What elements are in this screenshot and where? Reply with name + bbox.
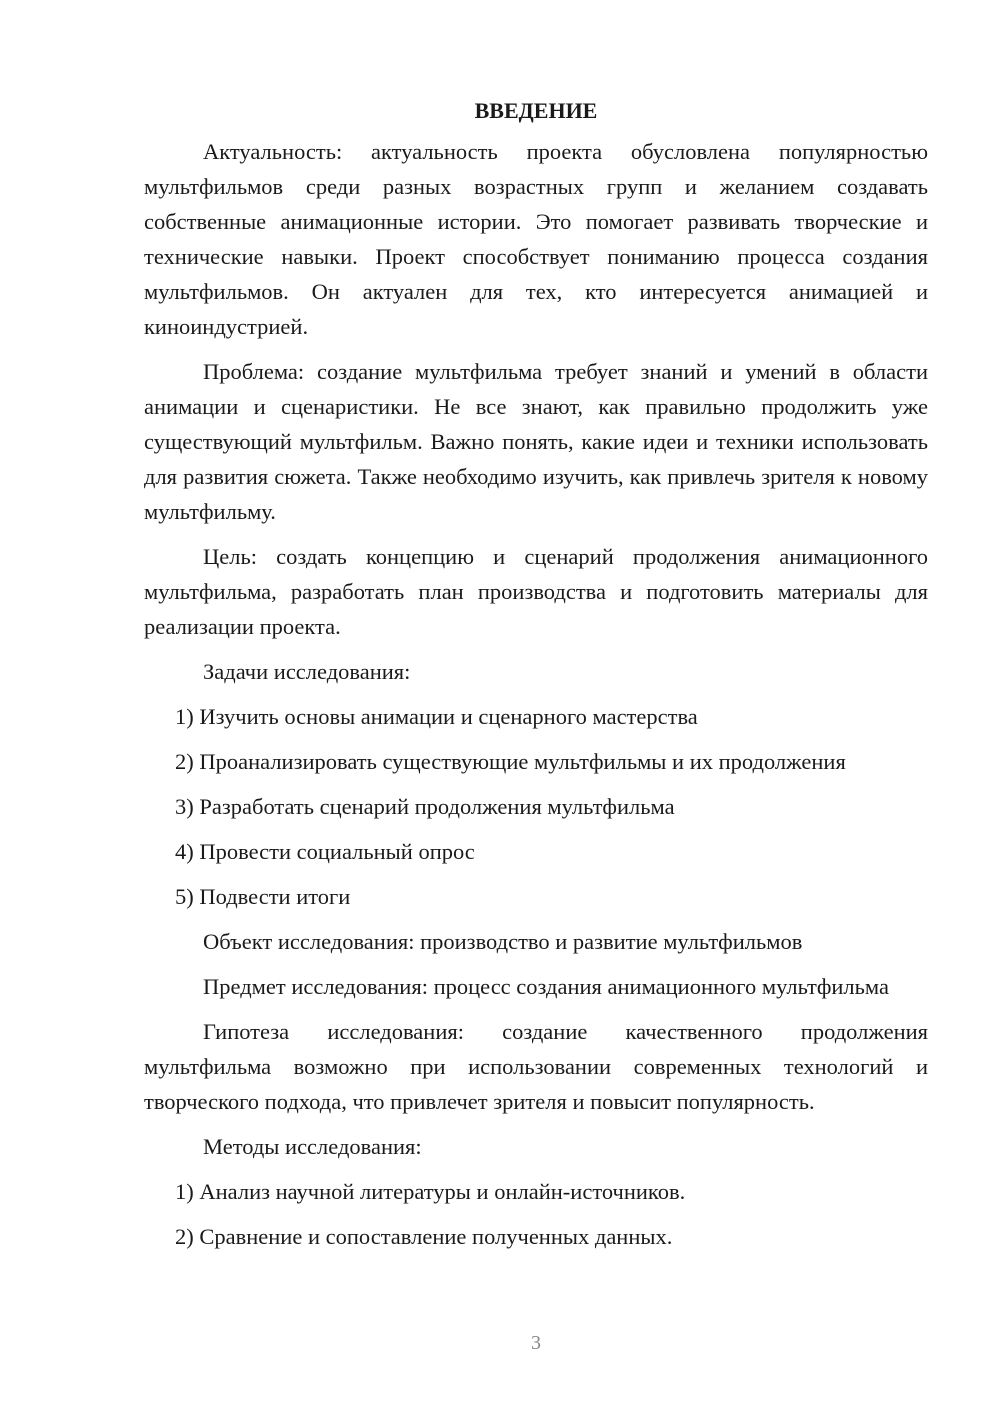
page-title: ВВЕДЕНИЕ bbox=[474, 98, 598, 123]
list-item: 3) Разработать сценарий продолжения мультфильма bbox=[175, 794, 675, 819]
page-content bbox=[144, 96, 928, 1264]
list-item: 2) Сравнение и сопоставление полученных данных. bbox=[175, 1224, 673, 1249]
object-paragraph: Объект исследования: производство и развитие мультфильмов bbox=[203, 929, 803, 954]
goal-paragraph: Цель: создать концепцию и сценарий продолжения анимационного мультфильма, разработать план производства и подготовить материалы для реализации проекта. bbox=[144, 544, 928, 639]
problem-paragraph: Проблема: создание мультфильма требует знаний и умений в области анимации и сценаристики. Не все знают, как правильно продолжить уже существующий мультфильм. Важно понять, какие идеи и техники использовать для развития сюжета. Также необходимо изучить, как привлечь зрителя к новому мультфильму. bbox=[144, 359, 928, 524]
methods-list bbox=[144, 1174, 928, 1254]
page-number: 3 bbox=[531, 1332, 541, 1354]
list-item: 4) Провести социальный опрос bbox=[175, 839, 475, 864]
methods-label: Методы исследования: bbox=[203, 1134, 422, 1159]
subject-paragraph: Предмет исследования: процесс создания анимационного мультфильма bbox=[203, 974, 889, 999]
list-item: 2) Проанализировать существующие мультфильмы и их продолжения bbox=[175, 749, 846, 774]
hypothesis-paragraph: Гипотеза исследования: создание качественного продолжения мультфильма возможно при использовании современных технологий и творческого подхода, что привлечет зрителя и повысит популярность. bbox=[144, 1019, 928, 1114]
tasks-list bbox=[144, 699, 928, 914]
list-item: 1) Изучить основы анимации и сценарного мастерства bbox=[175, 704, 698, 729]
list-item: 5) Подвести итоги bbox=[175, 884, 351, 909]
tasks-label: Задачи исследования: bbox=[203, 659, 411, 684]
list-item: 1) Анализ научной литературы и онлайн-источников. bbox=[175, 1179, 686, 1204]
relevance-paragraph: Актуальность: актуальность проекта обусловлена популярностью мультфильмов среди разных возрастных групп и желанием создавать собственные анимационные истории. Это помогает развивать творческие и технические навыки. Проект способствует пониманию процесса создания мультфильмов. Он актуален для тех, кто интересуется анимацией и киноиндустрией. bbox=[144, 139, 928, 339]
